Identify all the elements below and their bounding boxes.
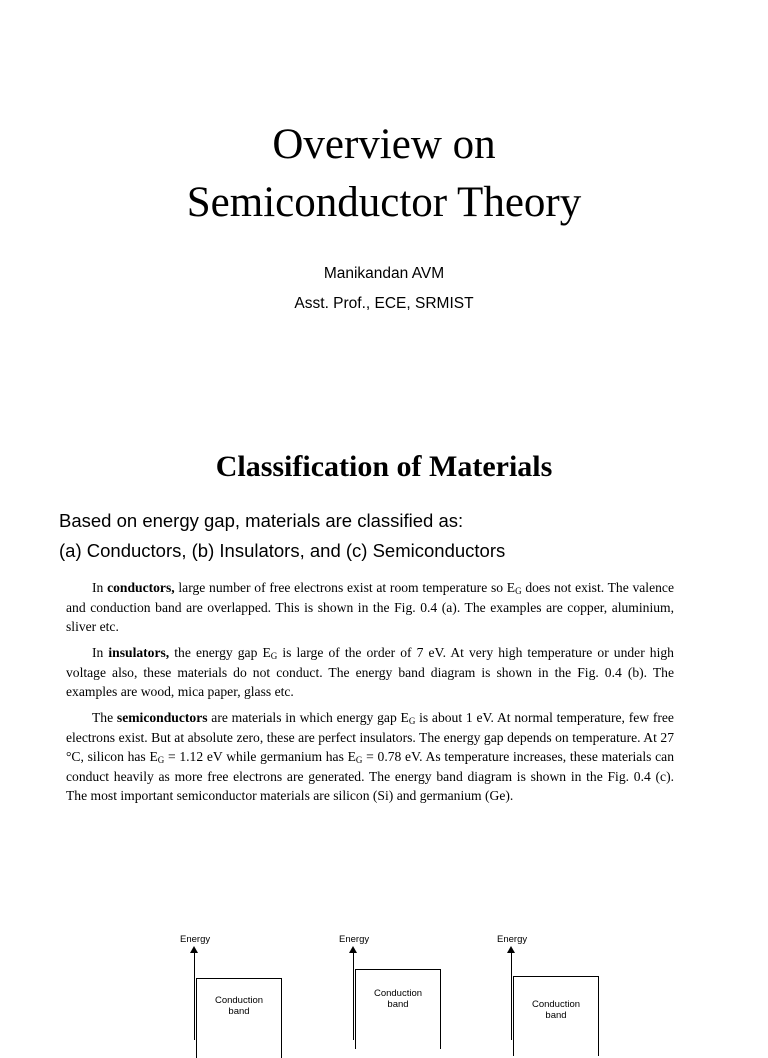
energy-axis-label: Energy xyxy=(339,934,370,945)
subscript: G xyxy=(157,755,165,766)
paragraph-semiconductors xyxy=(66,708,674,806)
subscript: G xyxy=(355,755,363,766)
band-label-line-1: Conduction xyxy=(531,999,581,1010)
text-run: are materials in which energy gap E xyxy=(207,710,409,725)
conduction-band-box xyxy=(196,978,282,1058)
band-label-line-2: band xyxy=(545,1010,567,1021)
text-run: = 1.12 eV while germanium has E xyxy=(164,749,356,765)
paragraph-conductors xyxy=(66,578,674,637)
author-block xyxy=(0,259,768,319)
intro-text xyxy=(59,506,505,566)
conduction-band-box xyxy=(355,969,441,1049)
term-insulators: insulators, xyxy=(108,645,170,660)
subscript: G xyxy=(270,651,278,661)
band-label-line-1: Conduction xyxy=(214,995,264,1006)
subscript: G xyxy=(515,586,522,596)
text-run: The xyxy=(92,710,117,725)
energy-axis xyxy=(353,950,354,1040)
text-run: = 0.78 eV. As temperature increases, these materials can conduct heavily as more free electrons are generated. The energy band diagram is shown in the Fig. 0.4 (c). The most important semiconductor materials are silicon (Si) and germanium (Ge). xyxy=(66,749,674,804)
energy-axis-label: Energy xyxy=(180,934,211,945)
energy-axis xyxy=(194,950,195,1040)
conduction-band-label xyxy=(514,999,598,1021)
text-run: is large of the order of 7 eV. At very high temperature or under high voltage also, these materials do not conduct. The energy band diagram is shown in the Fig. 0.4 (b). The examples are wood, mica paper, glass etc. xyxy=(66,645,674,700)
section-heading: Classification of Materials xyxy=(215,450,553,483)
band-label-line-1: Conduction xyxy=(373,988,423,999)
energy-axis xyxy=(511,950,512,1040)
term-semiconductors: semiconductors xyxy=(116,710,208,725)
term-conductors: conductors, xyxy=(107,580,175,595)
text-run: large number of free electrons exist at room temperature so E xyxy=(174,580,516,595)
conduction-band-box xyxy=(513,976,599,1056)
text-run: does not exist. The valence and conduction band are overlapped. This is shown in the Fig. 0.4 (a). The examples are copper, aluminium, sliver etc. xyxy=(66,580,674,635)
intro-line-1: Based on energy gap, materials are classified as: xyxy=(59,510,464,531)
text-run: In xyxy=(92,580,108,595)
subscript: G xyxy=(408,716,416,726)
text-run: the energy gap E xyxy=(169,645,271,660)
conduction-band-label xyxy=(197,995,281,1017)
band-label-line-2: band xyxy=(387,999,409,1010)
author-name: Manikandan AVM xyxy=(323,265,445,282)
slide-title xyxy=(0,116,768,232)
text-run: is about 1 eV. At normal temperature, few free electrons exist. But at absolute zero, these are perfect insulators. The energy gap depends on temperature. At 27 °C, silicon has E xyxy=(66,710,674,765)
paragraph-insulators xyxy=(66,643,674,702)
intro-line-2: (a) Conductors, (b) Insulators, and (c) Semiconductors xyxy=(59,540,506,561)
text-run: In xyxy=(92,645,109,660)
energy-axis-label: Energy xyxy=(497,934,528,945)
author-affiliation: Asst. Prof., ECE, SRMIST xyxy=(294,295,474,312)
slide-title-line-1: Overview on xyxy=(272,121,496,168)
slide-title-line-2: Semiconductor Theory xyxy=(186,179,582,226)
conduction-band-label xyxy=(356,988,440,1010)
band-label-line-2: band xyxy=(228,1006,250,1017)
